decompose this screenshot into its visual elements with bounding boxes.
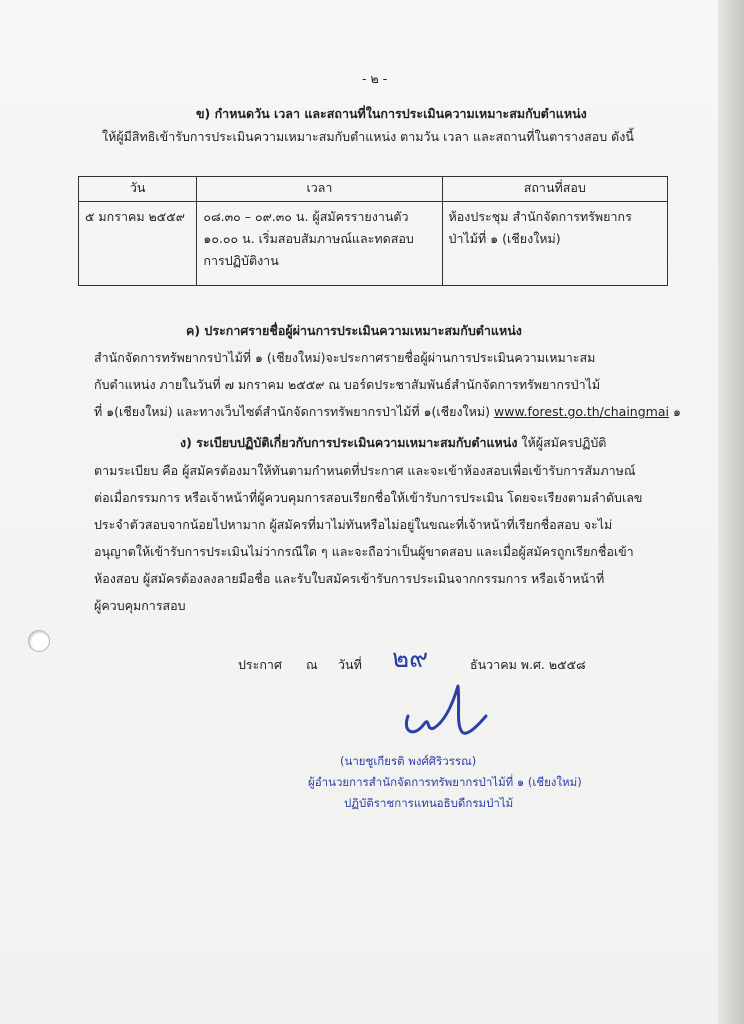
section-d-line: ประจำตัวสอบจากน้อยไปหามาก ผู้สมัครที่มาไม่ทันหรือไม่อยู่ในขณะที่เจ้าหน้าที่เรียกชื่อสอบ จะไม่ [94, 517, 613, 532]
section-c-line-with-link: ที่ ๑(เชียงใหม่) และทางเว็บไซต์สำนักจัดการทรัพยากรป่าไม้ที่ ๑(เชียงใหม่) www.forest.go.th/chaingmai ๑ [94, 404, 681, 419]
section-d-line: ตามระเบียบ คือ ผู้สมัครต้องมาให้ทันตามกำหนดที่ประกาศ และจะเข้าห้องสอบเพื่อเข้ารับการสัมภาษณ์ [94, 463, 636, 478]
forest-website-link[interactable]: www.forest.go.th/chaingmai [494, 404, 669, 419]
punch-hole [28, 630, 50, 652]
header-time: เวลา [197, 177, 442, 202]
place-line: ห้องประชุม สำนักจัดการทรัพยากร [448, 209, 632, 224]
announcement-day-label: วันที่ [338, 657, 362, 672]
exam-schedule-table [78, 176, 668, 286]
handwritten-day: ๒๙ [392, 644, 429, 674]
time-line: ๐๘.๓๐ – ๐๙.๓๐ น. ผู้สมัครรายงานตัว [203, 209, 409, 224]
page-edge-shadow [718, 0, 744, 1024]
section-b-heading: ข) กำหนดวัน เวลา และสถานที่ในการประเมินความเหมาะสมกับตำแหน่ง [196, 106, 587, 121]
section-b-intro: ให้ผู้มีสิทธิเข้ารับการประเมินความเหมาะสมกับตำแหน่ง ตามวัน เวลา และสถานที่ในตารางสอบ ดังนี้ [102, 129, 634, 144]
time-line: ๑๐.๐๐ น. เริ่มสอบสัมภาษณ์และทดสอบ [203, 231, 414, 246]
announcement-at: ณ [306, 657, 318, 672]
cell-time [197, 202, 442, 286]
section-c-heading: ค) ประกาศรายชื่อผู้ผ่านการประเมินความเหมาะสมกับตำแหน่ง [186, 323, 522, 338]
time-line: การปฏิบัติงาน [203, 253, 279, 268]
section-d-line: ต่อเมื่อกรรมการ หรือเจ้าหน้าที่ผู้ควบคุมการสอบเรียกชื่อให้เข้ารับการประเมิน โดยจะเรียงตามลำดับเลข [94, 490, 643, 505]
header-date: วัน [79, 177, 197, 202]
announcement-month-year: ธันวาคม พ.ศ. ๒๕๕๘ [470, 657, 586, 672]
section-d-line: ผู้ควบคุมการสอบ [94, 598, 186, 613]
signatory-acting: ปฏิบัติราชการแทนอธิบดีกรมป่าไม้ [344, 796, 514, 810]
cell-place [442, 202, 667, 286]
cell-date: ๕ มกราคม ๒๕๕๙ [79, 202, 197, 286]
signatory-name: (นายชูเกียรติ พงศ์ศิริวรรณ) [340, 754, 477, 768]
signatory-position: ผู้อำนวยการสำนักจัดการทรัพยากรป่าไม้ที่ ๑ (เชียงใหม่) [308, 775, 582, 789]
table-row [79, 202, 668, 286]
page-number: - ๒ - [362, 71, 388, 86]
section-d-line: ห้องสอบ ผู้สมัครต้องลงลายมือชื่อ และรับใบสมัครเข้ารับการประเมินจากกรรมการ หรือเจ้าหน้าที่ [94, 571, 605, 586]
table-header-row [79, 177, 668, 202]
header-place: สถานที่สอบ [442, 177, 667, 202]
signature-mark [400, 676, 490, 746]
announcement-prefix: ประกาศ [238, 657, 282, 672]
section-c-line: สำนักจัดการทรัพยากรป่าไม้ที่ ๑ (เชียงใหม่)จะประกาศรายชื่อผู้ผ่านการประเมินความเหมาะสม [94, 350, 596, 365]
place-line: ป่าไม้ที่ ๑ (เชียงใหม่) [448, 231, 561, 246]
section-d-heading: ง) ระเบียบปฏิบัติเกี่ยวกับการประเมินความเหมาะสมกับตำแหน่ง [180, 435, 518, 450]
section-c-line: กับตำแหน่ง ภายในวันที่ ๗ มกราคม ๒๕๕๙ ณ บอร์ดประชาสัมพันธ์สำนักจัดการทรัพยากรป่าไม้ [94, 377, 601, 392]
section-d-heading-line: ง) ระเบียบปฏิบัติเกี่ยวกับการประเมินความเหมาะสมกับตำแหน่ง ให้ผู้สมัครปฏิบัติ [180, 435, 607, 450]
section-d-line: อนุญาตให้เข้ารับการประเมินไม่ว่ากรณีใด ๆ และจะถือว่าเป็นผู้ขาดสอบ และเมื่อผู้สมัครถูกเรียกชื่อเข้า [94, 544, 634, 559]
